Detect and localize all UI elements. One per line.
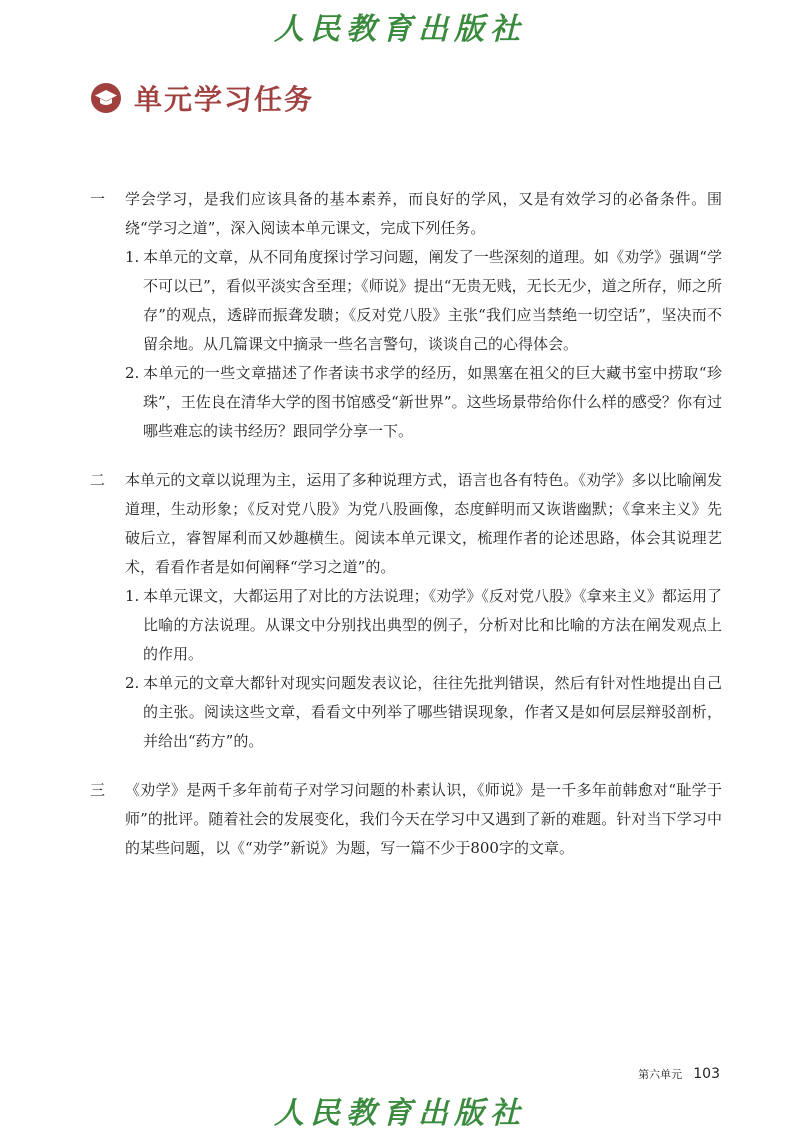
subtask-text: 本单元的文章大都针对现实问题发表议论，往往先批判错误，然后有针对性地提出自己的主张。阅读这些文章，看看文中列举了哪些错误现象，作者又是如何层层辩驳剖析，并给出“药方”的。 (143, 674, 722, 750)
publisher-watermark-top: 人民教育出版社 (274, 12, 526, 47)
subtask-number: 1. (125, 587, 140, 605)
task-number: 三 (90, 781, 106, 799)
task-item (90, 466, 722, 756)
page-footer (560, 1063, 720, 1082)
page-number: 103 (693, 1066, 720, 1082)
task-number: 二 (90, 471, 106, 489)
task-item (90, 185, 722, 446)
subtask-text: 本单元课文，大都运用了对比的方法说理；《劝学》《反对党八股》《拿来主义》都运用了比喻的方法说理。从课文中分别找出典型的例子，分析对比和比喻的方法在阐发观点上的作用。 (143, 587, 722, 663)
graduation-cap-icon (90, 82, 122, 114)
subtask-text: 本单元的文章，从不同角度探讨学习问题，阐发了一些深刻的道理。如《劝学》强调“学不可以已”，看似平淡实含至理；《师说》提出“无贵无贱，无长无少，道之所存，师之所存”的观点，透辟而振聋发聩；《反对党八股》主张“我们应当禁绝一切空话”，坚决而不留余地。从几篇课文中摘录一些名言警句，谈谈自己的心得体会。 (143, 248, 722, 353)
subtask-number: 1. (125, 248, 140, 266)
task-item (90, 776, 722, 863)
unit-label: 第六单元 (638, 1068, 683, 1081)
subtask-item (125, 359, 722, 446)
task-text: 学会学习，是我们应该具备的基本素养，而良好的学风，又是有效学习的必备条件。围绕“学习之道”，深入阅读本单元课文，完成下列任务。 (125, 190, 722, 237)
section-heading (90, 78, 314, 118)
publisher-watermark-bottom: 人民教育出版社 (274, 1096, 526, 1131)
subtask-item (125, 243, 722, 359)
subtask-item (125, 582, 722, 669)
subtask-number: 2. (125, 674, 140, 692)
task-list (90, 185, 722, 863)
page-title: 单元学习任务 (134, 83, 315, 116)
task-text: 本单元的文章以说理为主，运用了多种说理方式，语言也各有特色。《劝学》多以比喻阐发道理，生动形象；《反对党八股》为党八股画像，态度鲜明而又诙谐幽默；《拿来主义》先破后立，睿智犀利而又妙趣横生。阅读本单元课文，梳理作者的论述思路，体会其说理艺术，看看作者是如何阐释“学习之道”的。 (125, 471, 722, 576)
task-text: 《劝学》是两千多年前荀子对学习问题的朴素认识，《师说》是一千多年前韩愈对“耻学于师”的批评。随着社会的发展变化，我们今天在学习中又遇到了新的难题。针对当下学习中的某些问题，以《“劝学”新说》为题，写一篇不少于800字的文章。 (125, 781, 722, 857)
subtask-number: 2. (125, 364, 140, 382)
subtask-item (125, 669, 722, 756)
task-number: 一 (90, 190, 106, 208)
subtask-text: 本单元的一些文章描述了作者读书求学的经历，如黑塞在祖父的巨大藏书室中捞取“珍珠”，王佐良在清华大学的图书馆感受“新世界”。这些场景带给你什么样的感受？你有过哪些难忘的读书经历？跟同学分享一下。 (143, 364, 722, 440)
